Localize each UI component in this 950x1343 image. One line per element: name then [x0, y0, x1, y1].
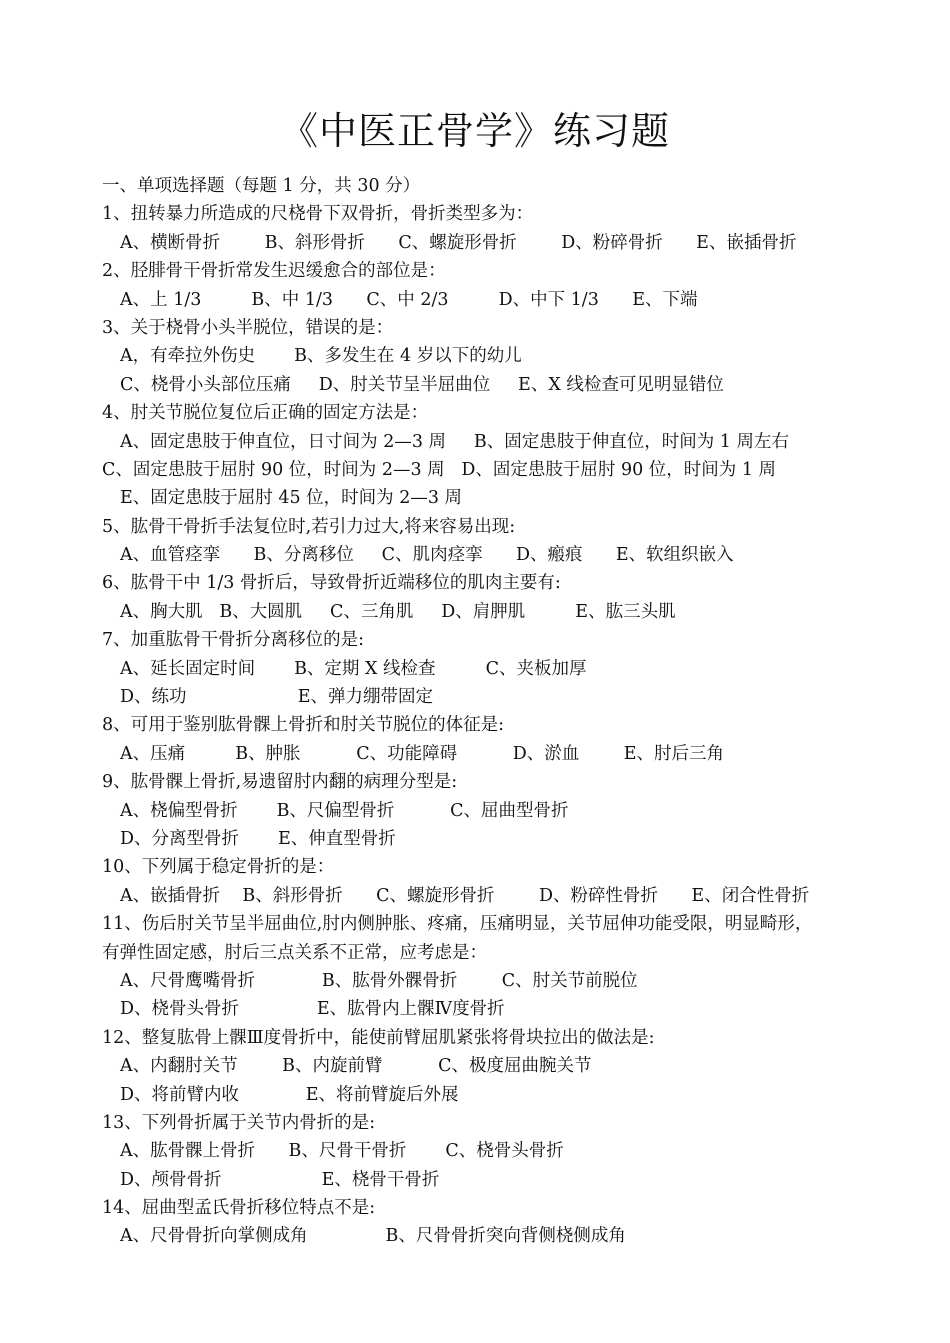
question-line: C、固定患肢于屈肘 90 位，时间为 2—3 周 D、固定患肢于屈肘 90 位，时间为 1 周 [102, 459, 777, 480]
question-line: 2、胫腓骨干骨折常发生迟缓愈合的部位是： [102, 261, 446, 282]
question-line: 4、肘关节脱位复位后正确的固定方法是： [102, 403, 429, 424]
answer-options-line: A、尺骨鹰嘴骨折 B、肱骨外髁骨折 C、肘关节前脱位 [120, 970, 638, 991]
document-title: 《中医正骨学》练习题 [279, 109, 670, 153]
answer-options-line: D、将前臂内收 E、将前臂旋后外展 [120, 1084, 459, 1105]
answer-options-line: D、练功 E、弹力绷带固定 [120, 687, 434, 708]
question-list [102, 172, 902, 1251]
question-line: 6、肱骨干中 1/3 骨折后，导致骨折近端移位的肌肉主要有: [102, 573, 561, 594]
question-line: 一、单项选择题（每题 1 分，共 30 分） [102, 176, 421, 196]
answer-options-line: A、血管痉挛 B、分离移位 C、肌肉痉挛 D、瘢痕 E、软组织嵌入 [120, 545, 734, 566]
question-line: 有弹性固定感，肘后三点关系不正常，应考虑是： [102, 942, 487, 963]
answer-options-line: D、颅骨骨折 E、桡骨干骨折 [120, 1169, 440, 1190]
answer-options-line: A、嵌插骨折 B、斜形骨折 C、螺旋形骨折 D、粉碎性骨折 E、闭合性骨折 [120, 885, 810, 906]
answer-options-line: A、固定患肢于伸直位，日寸间为 2—3 周 B、固定患肢于伸直位，时间为 1 周左右 [120, 431, 789, 452]
question-line: 12、整复肱骨上髁Ⅲ度骨折中，能使前臂屈肌紧张将骨块拉出的做法是: [102, 1027, 655, 1048]
answer-options-line: C、桡骨小头部位压痛 D、肘关节呈半屈曲位 E、X 线检查可见明显错位 [120, 374, 724, 395]
question-line: 7、加重肱骨干骨折分离移位的是: [102, 630, 365, 651]
question-line: 1、扭转暴力所造成的尺桡骨下双骨折，骨折类型多为： [102, 204, 534, 225]
question-line: 14、屈曲型孟氏骨折移位特点不是: [102, 1198, 376, 1219]
answer-options-line: A、尺骨骨折向掌侧成角 B、尺骨骨折突向背侧桡侧成角 [120, 1226, 626, 1247]
answer-options-line: A、胸大肌 B、大圆肌 C、三角肌 D、肩胛肌 E、肱三头肌 [120, 601, 676, 622]
question-line: 10、下列属于稳定骨折的是： [102, 857, 335, 878]
answer-options-line: A、横断骨折 B、斜形骨折 C、螺旋形骨折 D、粉碎骨折 E、嵌插骨折 [120, 232, 797, 253]
question-line: 11、伤后肘关节呈半屈曲位,肘内侧肿胀、疼痛，压痛明显，关节屈伸功能受限，明显畸形， [102, 914, 813, 935]
answer-options-line: A、肱骨髁上骨折 B、尺骨干骨折 C、桡骨头骨折 [120, 1141, 564, 1162]
question-line: 8、可用于鉴别肱骨髁上骨折和肘关节脱位的体征是: [102, 715, 505, 736]
answer-options-line: E、固定患肢于屈肘 45 位，时间为 2—3 周 [120, 488, 463, 509]
answer-options-line: D、桡骨头骨折 E、肱骨内上髁Ⅳ度骨折 [120, 999, 505, 1020]
question-line: 5、肱骨干骨折手法复位时,若引力过大,将来容易出现: [102, 516, 516, 537]
answer-options-line: A、内翻肘关节 B、内旋前臂 C、极度屈曲腕关节 [120, 1056, 592, 1077]
answer-options-line: D、分离型骨折 E、伸直型骨折 [120, 828, 396, 849]
question-line: 9、肱骨髁上骨折,易遗留肘内翻的病理分型是: [102, 772, 458, 793]
answer-options-line: A、延长固定时间 B、定期 X 线检查 C、夹板加厚 [120, 658, 587, 679]
question-line: 13、下列骨折属于关节内骨折的是: [102, 1112, 376, 1133]
question-line: 3、关于桡骨小头半脱位，错误的是： [102, 317, 394, 338]
answer-options-line: A、桡偏型骨折 B、尺偏型骨折 C、屈曲型骨折 [120, 800, 569, 821]
answer-options-line: A、上 1/3 B、中 1/3 C、中 2/3 D、中下 1/3 E、下端 [120, 289, 698, 310]
answer-options-line: A，有牵拉外伤史 B、多发生在 4 岁以下的幼儿 [120, 346, 522, 367]
answer-options-line: A、压痛 B、肿胀 C、功能障碍 D、淤血 E、肘后三角 [120, 743, 725, 764]
